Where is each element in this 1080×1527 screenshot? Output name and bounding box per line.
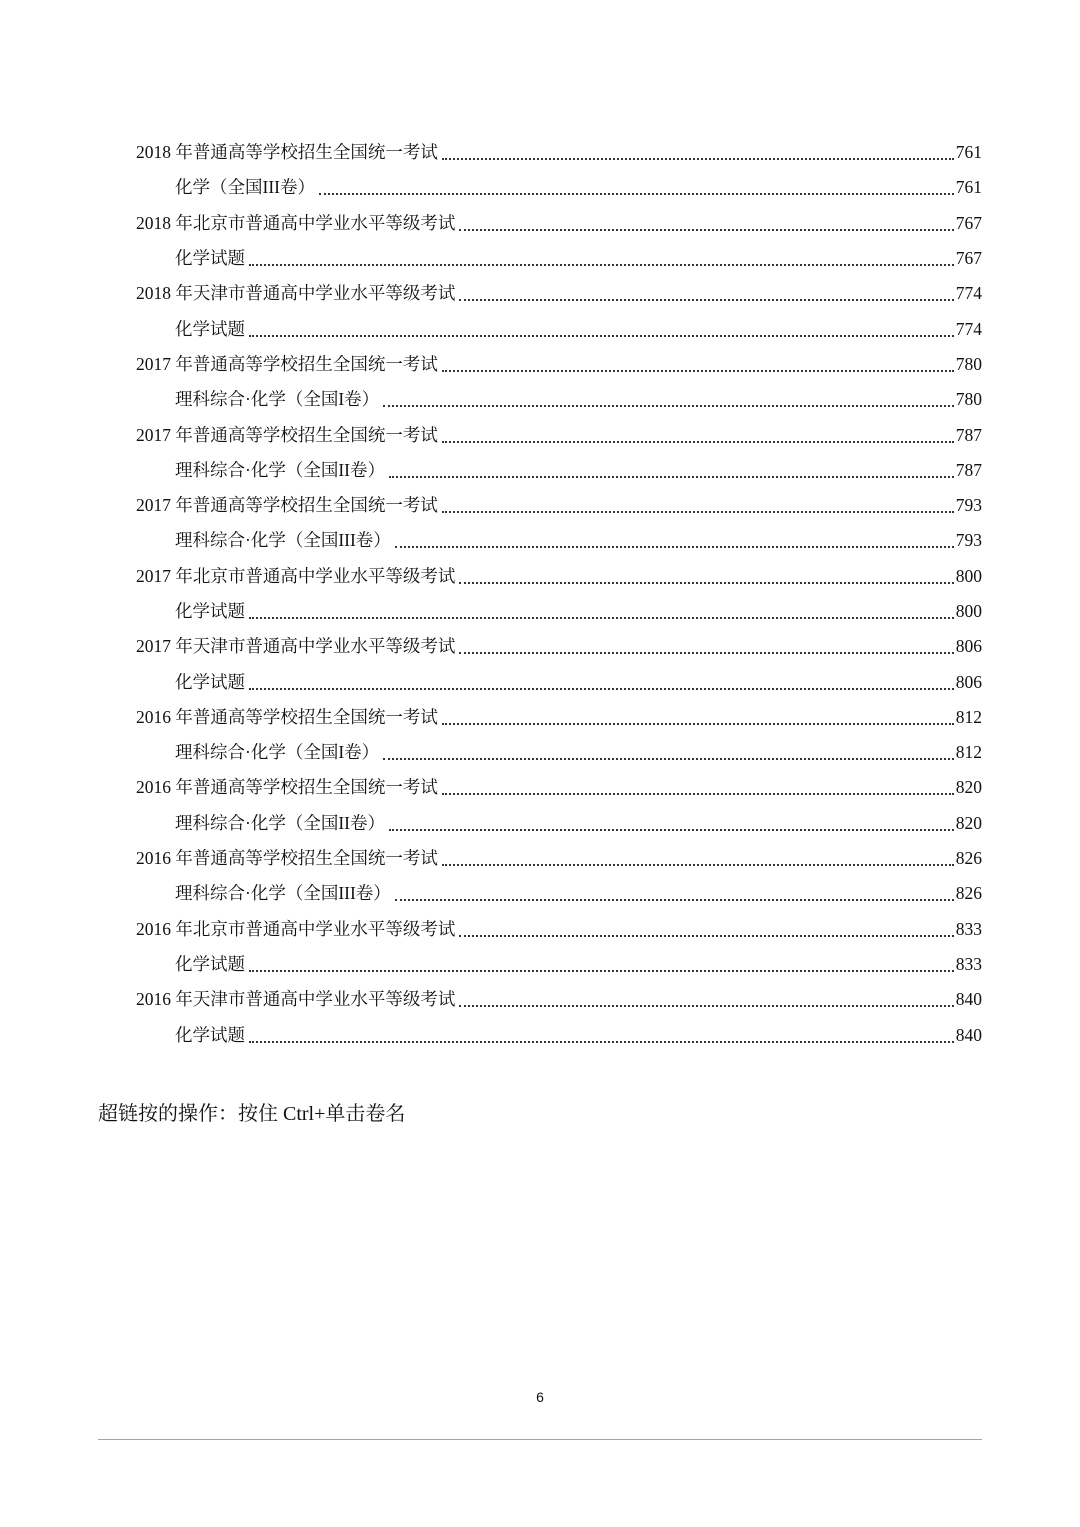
footer-divider <box>98 1439 982 1440</box>
toc-entry-page-number: 833 <box>955 918 982 939</box>
toc-entry-paper[interactable] <box>0 311 1080 346</box>
toc-entry-paper[interactable] <box>0 170 1080 205</box>
toc-entry-title[interactable]: 2017 年普通高等学校招生全国统一考试 <box>136 424 438 445</box>
toc-entry-exam[interactable] <box>0 770 1080 805</box>
toc-entry-title[interactable]: 2018 年普通高等学校招生全国统一考试 <box>136 142 438 163</box>
toc-entry-exam[interactable] <box>0 276 1080 311</box>
toc-entry-exam[interactable] <box>0 700 1080 735</box>
toc-entry-paper[interactable] <box>0 947 1080 982</box>
dot-leader <box>383 757 954 760</box>
toc-entry-title[interactable]: 2017 年天津市普通高中学业水平等级考试 <box>136 636 456 657</box>
dot-leader <box>459 228 953 231</box>
toc-entry-paper[interactable] <box>0 382 1080 417</box>
toc-entry-title[interactable]: 2016 年普通高等学校招生全国统一考试 <box>136 848 438 869</box>
toc-entry-exam[interactable] <box>0 417 1080 452</box>
toc-entry-page-number: 806 <box>955 671 982 692</box>
toc-entry-title[interactable]: 2016 年天津市普通高中学业水平等级考试 <box>136 989 456 1010</box>
toc-entry-page-number: 806 <box>955 636 982 657</box>
table-of-contents <box>0 135 1080 1053</box>
toc-entry-title[interactable]: 化学（全国III卷） <box>175 177 315 198</box>
toc-entry-page-number: 761 <box>955 142 982 163</box>
toc-entry-page-number: 800 <box>955 601 982 621</box>
dot-leader <box>442 369 954 372</box>
dot-leader <box>249 1040 954 1043</box>
toc-entry-title[interactable]: 2018 年天津市普通高中学业水平等级考试 <box>136 283 456 304</box>
dot-leader <box>442 157 954 160</box>
dot-leader <box>319 192 954 195</box>
dot-leader <box>459 651 953 654</box>
toc-entry-page-number: 787 <box>955 424 982 445</box>
toc-entry-page-number: 793 <box>955 495 982 516</box>
toc-entry-paper[interactable] <box>0 876 1080 911</box>
toc-entry-page-number: 812 <box>955 742 982 763</box>
dot-leader <box>249 616 954 619</box>
dot-leader <box>459 1004 953 1007</box>
dot-leader <box>249 687 954 690</box>
toc-entry-paper[interactable] <box>0 523 1080 558</box>
toc-entry-paper[interactable] <box>0 664 1080 699</box>
toc-entry-page-number: 826 <box>955 883 982 904</box>
toc-entry-paper[interactable] <box>0 1017 1080 1052</box>
toc-entry-page-number: 787 <box>955 459 982 480</box>
toc-entry-title[interactable]: 2017 年北京市普通高中学业水平等级考试 <box>136 565 456 586</box>
toc-entry-title[interactable]: 理科综合·化学（全国I卷） <box>175 742 380 763</box>
toc-entry-page-number: 793 <box>955 530 982 551</box>
toc-entry-page-number: 800 <box>955 565 982 586</box>
toc-entry-exam[interactable] <box>0 347 1080 382</box>
toc-entry-paper[interactable] <box>0 594 1080 629</box>
toc-entry-exam[interactable] <box>0 982 1080 1017</box>
toc-entry-exam[interactable] <box>0 841 1080 876</box>
dot-leader <box>442 792 954 795</box>
toc-entry-exam[interactable] <box>0 206 1080 241</box>
dot-leader <box>395 898 954 901</box>
dot-leader <box>389 475 954 478</box>
toc-entry-page-number: 774 <box>955 318 982 339</box>
toc-entry-title[interactable]: 化学试题 <box>175 1024 245 1045</box>
toc-entry-title[interactable]: 2016 年普通高等学校招生全国统一考试 <box>136 706 438 727</box>
dot-leader <box>249 334 954 337</box>
toc-entry-exam[interactable] <box>0 135 1080 170</box>
toc-entry-title[interactable]: 理科综合·化学（全国II卷） <box>175 459 385 480</box>
toc-entry-page-number: 767 <box>955 248 982 269</box>
toc-entry-title[interactable]: 化学试题 <box>175 671 245 692</box>
toc-entry-page-number: 840 <box>955 1024 982 1045</box>
dot-leader <box>442 722 954 725</box>
toc-entry-paper[interactable] <box>0 241 1080 276</box>
dot-leader <box>249 263 954 266</box>
toc-entry-exam[interactable] <box>0 488 1080 523</box>
dot-leader <box>459 934 953 937</box>
dot-leader <box>459 581 953 584</box>
dot-leader <box>442 510 954 513</box>
toc-entry-title[interactable]: 2016 年北京市普通高中学业水平等级考试 <box>136 918 456 939</box>
dot-leader <box>442 440 954 443</box>
dot-leader <box>442 863 954 866</box>
toc-entry-paper[interactable] <box>0 806 1080 841</box>
toc-entry-paper[interactable] <box>0 735 1080 770</box>
toc-entry-title[interactable]: 化学试题 <box>175 953 245 974</box>
toc-entry-title[interactable]: 2017 年普通高等学校招生全国统一考试 <box>136 495 438 516</box>
toc-entry-title[interactable]: 化学试题 <box>175 248 245 269</box>
toc-entry-page-number: 820 <box>955 777 982 798</box>
toc-entry-title[interactable]: 2017 年普通高等学校招生全国统一考试 <box>136 353 438 374</box>
toc-entry-exam[interactable] <box>0 912 1080 947</box>
toc-entry-paper[interactable] <box>0 453 1080 488</box>
toc-entry-page-number: 826 <box>955 848 982 869</box>
toc-entry-page-number: 774 <box>955 283 982 304</box>
toc-entry-page-number: 840 <box>955 989 982 1010</box>
toc-entry-page-number: 761 <box>955 177 982 198</box>
toc-entry-title[interactable]: 理科综合·化学（全国I卷） <box>175 389 380 410</box>
toc-entry-title[interactable]: 2018 年北京市普通高中学业水平等级考试 <box>136 212 456 233</box>
toc-entry-title[interactable]: 理科综合·化学（全国II卷） <box>175 812 385 833</box>
toc-entry-page-number: 780 <box>955 353 982 374</box>
toc-entry-title[interactable]: 化学试题 <box>175 601 245 621</box>
toc-entry-page-number: 767 <box>955 212 982 233</box>
toc-entry-title[interactable]: 理科综合·化学（全国III卷） <box>175 883 391 904</box>
dot-leader <box>383 404 954 407</box>
hyperlink-instruction-note: 超链按的操作：按住 Ctrl+单击卷名 <box>98 1103 406 1125</box>
toc-entry-title[interactable]: 2016 年普通高等学校招生全国统一考试 <box>136 777 438 798</box>
toc-entry-page-number: 812 <box>955 706 982 727</box>
toc-entry-page-number: 820 <box>955 812 982 833</box>
toc-entry-exam[interactable] <box>0 629 1080 664</box>
toc-entry-title[interactable]: 理科综合·化学（全国III卷） <box>175 530 391 551</box>
toc-entry-exam[interactable] <box>0 559 1080 594</box>
dot-leader <box>389 828 954 831</box>
toc-entry-title[interactable]: 化学试题 <box>175 318 245 339</box>
toc-entry-page-number: 780 <box>955 389 982 410</box>
dot-leader <box>459 298 953 301</box>
toc-entry-page-number: 833 <box>955 953 982 974</box>
page-number: 6 <box>536 1389 544 1405</box>
dot-leader <box>395 545 954 548</box>
dot-leader <box>249 969 954 972</box>
